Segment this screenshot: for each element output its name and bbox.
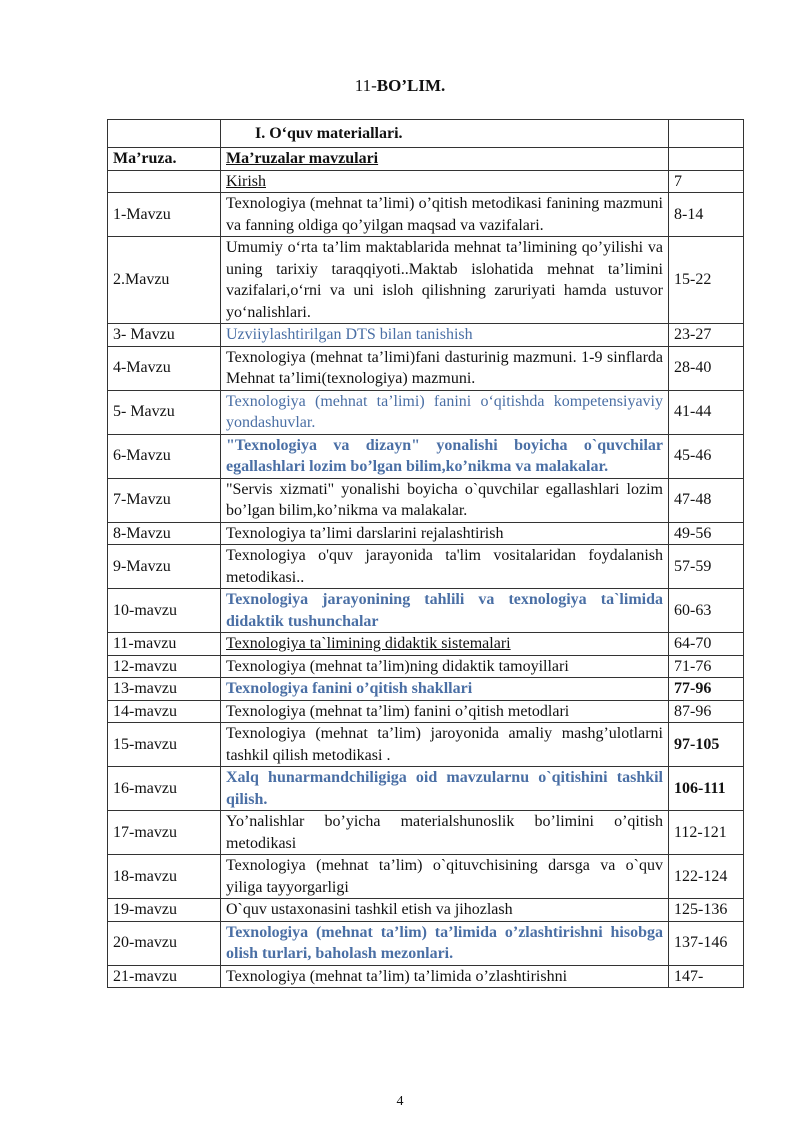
page-range: 87-96 [669,700,744,723]
page-range: 41-44 [669,390,744,434]
lecture-label: 12-mavzu [108,655,221,678]
lecture-label: 15-mavzu [108,723,221,767]
table-row [108,545,744,589]
lecture-label: 13-mavzu [108,678,221,701]
empty-cell [669,148,744,171]
table-row [108,346,744,390]
section-title: BO’LIM. [376,76,446,95]
lecture-topic: Texnologiya jarayonining tahlili va texnologiya ta`limida didaktik tushunchalar [221,589,669,633]
table-row [108,678,744,701]
column-header-lecture: Ma’ruza. [108,148,221,171]
page-range: 45-46 [669,434,744,478]
page-range: 125-136 [669,899,744,922]
lecture-label: 6-Mavzu [108,434,221,478]
table-row [108,655,744,678]
lecture-label: 18-mavzu [108,855,221,899]
table-row [108,522,744,545]
section-number: 11- [354,76,377,95]
lecture-label: 19-mavzu [108,899,221,922]
lecture-label: 2.Mavzu [108,237,221,324]
lecture-topic: "Servis xizmati" yonalishi boyicha o`quvchilar egallashlari lozim bo’lgan bilim,ko’nikma va malakalar. [221,478,669,522]
lecture-topic: Texnologiya (mehnat ta’limi) o’qitish metodikasi fanining mazmuni va fanning oldiga qo’yilgan maqsad va vazifalari. [221,193,669,237]
table-row [108,478,744,522]
lecture-label: 9-Mavzu [108,545,221,589]
lecture-label: 7-Mavzu [108,478,221,522]
lecture-topic: Uzviiylashtirilgan DTS bilan tanishish [221,324,669,347]
lecture-topic: Texnologiya (mehnat ta’lim) fanini o’qitish metodlari [221,700,669,723]
page-range: 23-27 [669,324,744,347]
page-range: 7 [669,170,744,193]
lecture-topic: "Texnologiya va dizayn" yonalishi boyicha o`quvchilar egallashlari lozim bo’lgan bilim,ko’nikma va malakalar. [221,434,669,478]
lecture-topic: O`quv ustaxonasini tashkil etish va jihozlash [221,899,669,922]
lecture-topic: Yo’nalishlar bo’yicha materialshunoslik bo’limini o’qitish metodikasi [221,811,669,855]
section-heading [0,76,800,96]
table-row [108,767,744,811]
page-range: 64-70 [669,633,744,656]
contents-table [107,119,744,988]
lecture-topic: Xalq hunarmandchiligiga oid mavzularnu o`qitishini tashkil qilish. [221,767,669,811]
lecture-topic: Texnologiya ta`limining didaktik sistemalari [221,633,669,656]
lecture-topic: Texnologiya o'quv jarayonida ta'lim vositalaridan foydalanish metodikasi.. [221,545,669,589]
lecture-label: 16-mavzu [108,767,221,811]
table-row [108,324,744,347]
table-row [108,921,744,965]
lecture-label: 20-mavzu [108,921,221,965]
table-row [108,633,744,656]
table-row [108,390,744,434]
page-range: 122-124 [669,855,744,899]
table-row [108,855,744,899]
lecture-topic: Texnologiya (mehnat ta’limi)fani dasturinig mazmuni. 1-9 sinflarda Mehnat ta’limi(texnologiya) mazmuni. [221,346,669,390]
table-header-row [108,148,744,171]
page-range: 49-56 [669,522,744,545]
page-range: 60-63 [669,589,744,633]
page-range: 97-105 [669,723,744,767]
lecture-label: 4-Mavzu [108,346,221,390]
table-row [108,434,744,478]
lecture-label: 1-Mavzu [108,193,221,237]
empty-cell [669,120,744,148]
page-range: 77-96 [669,678,744,701]
page-range: 112-121 [669,811,744,855]
lecture-topic: Umumiy o‘rta ta’lim maktablarida mehnat ta’limining qo’yilishi va uning tarixiy taraqqiyoti..Maktab islohatida mehnat ta’limini vazifalari,o‘rni va uni isloh qilishning zaruriyati hamda ustuvor yo‘nalishlari. [221,237,669,324]
lecture-topic: Texnologiya (mehnat ta’lim) o`qituvchisining darsga va o`quv yiliga tayyorgarligi [221,855,669,899]
lecture-label: 21-mavzu [108,965,221,988]
lecture-topic: Texnologiya (mehnat ta’lim)ning didaktik tamoyillari [221,655,669,678]
page-number: 4 [396,1094,404,1109]
lecture-label: 3- Mavzu [108,324,221,347]
lecture-topic: Texnologiya fanini o’qitish shakllari [221,678,669,701]
lecture-topic: Texnologiya (mehnat ta’lim) ta’limida o’zlashtirishni [221,965,669,988]
lecture-label [108,170,221,193]
table-row [108,237,744,324]
lecture-label: 17-mavzu [108,811,221,855]
lecture-label: 8-Mavzu [108,522,221,545]
page-range: 57-59 [669,545,744,589]
table-row [108,589,744,633]
lecture-label: 5- Mavzu [108,390,221,434]
page-range: 8-14 [669,193,744,237]
empty-cell [108,120,221,148]
table-row [108,723,744,767]
group-title: I. O‘quv materiallari. [221,120,669,148]
page-range: 137-146 [669,921,744,965]
column-header-topics: Ma’ruzalar mavzulari [221,148,669,171]
table-row [108,700,744,723]
table-row [108,965,744,988]
lecture-topic: Texnologiya ta’limi darslarini rejalashtirish [221,522,669,545]
page-range: 28-40 [669,346,744,390]
page-range: 47-48 [669,478,744,522]
lecture-label: 14-mavzu [108,700,221,723]
page-range: 106-111 [669,767,744,811]
page-range: 71-76 [669,655,744,678]
page-range: 147- [669,965,744,988]
lecture-topic: Kirish [221,170,669,193]
table-row [108,899,744,922]
lecture-topic: Texnologiya (mehnat ta’limi) fanini o‘qitishda kompetensiyaviy yondashuvlar. [221,390,669,434]
lecture-topic: Texnologiya (mehnat ta’lim) ta’limida o’zlashtirishni hisobga olish turlari, baholash mezonlari. [221,921,669,965]
table-row [108,193,744,237]
table-row [108,811,744,855]
table-row [108,170,744,193]
lecture-label: 11-mavzu [108,633,221,656]
lecture-topic: Texnologiya (mehnat ta’lim) jaroyonida amaliy mashg’ulotlarni tashkil qilish metodikasi . [221,723,669,767]
table-group-row [108,120,744,148]
page-range: 15-22 [669,237,744,324]
lecture-label: 10-mavzu [108,589,221,633]
